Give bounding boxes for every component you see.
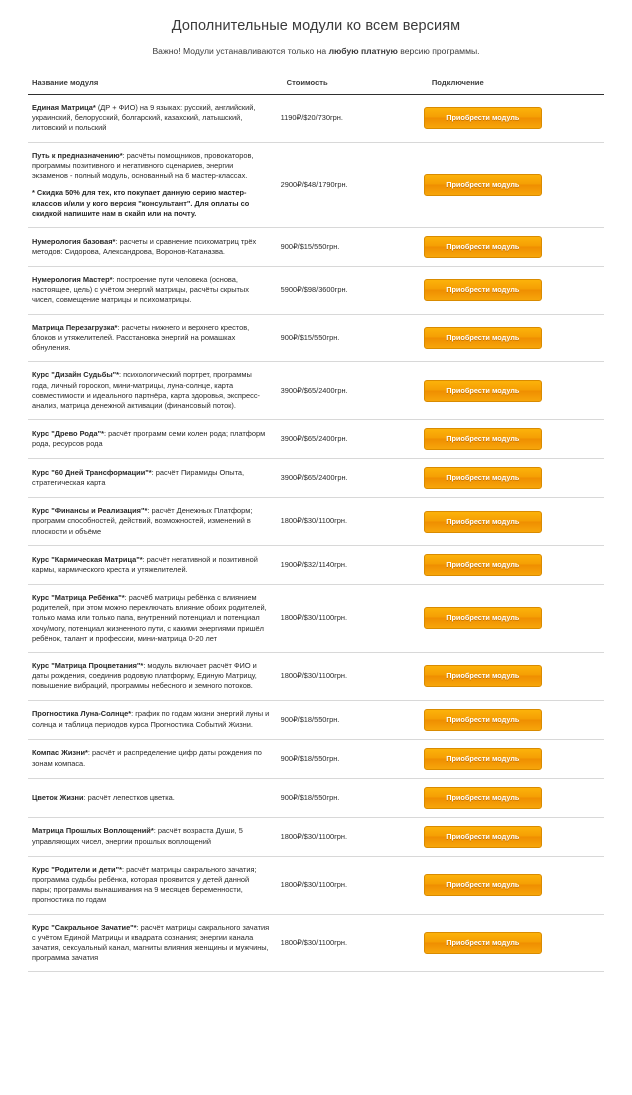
module-buy-cell bbox=[420, 739, 604, 778]
buy-module-button[interactable]: Приобрести модуль bbox=[424, 874, 542, 896]
column-header-name: Название модуля bbox=[28, 72, 277, 95]
column-header-price: Стоимость bbox=[277, 72, 420, 95]
module-description-cell bbox=[28, 584, 277, 652]
modules-table bbox=[28, 72, 604, 972]
module-description: : построение пути человека (основа, настоящее, цель) с учётом энергий матрицы, расчёты скрытых чисел, совмещение матрицы и психоматрицы. bbox=[32, 274, 249, 305]
module-discount-note: * Скидка 50% для тех, кто покупает данную серию мастер-классов и/или у кого версия "консультант". Для оплаты со скидкой напишите нам в скайп или на почту. bbox=[32, 188, 250, 218]
module-description: : психологический портрет, программы года, личный гороскоп, мини-матрицы, луна-солнце, карта совместимости и идеального партнёра, карта здоровья, экспресс-анализ, матрица денежной активации (финансовый поток). bbox=[32, 370, 260, 410]
table-row bbox=[28, 584, 604, 652]
module-description-cell bbox=[28, 498, 277, 546]
module-description-cell bbox=[28, 652, 277, 700]
module-description-cell bbox=[28, 142, 277, 227]
module-buy-cell bbox=[420, 778, 604, 817]
module-buy-cell bbox=[420, 545, 604, 584]
module-description: : расчёт негативной и позитивной кармы, кармического креста и утяжелителей. bbox=[32, 554, 258, 574]
module-name: Путь к предназначению* bbox=[32, 150, 123, 160]
module-description: : расчеты и сравнение психоматриц трёх методов: Сидорова, Александрова, Воронов-Катаназва. bbox=[32, 236, 257, 256]
module-buy-cell bbox=[420, 142, 604, 227]
module-price: 2900₽/$48/1790грн. bbox=[277, 142, 420, 227]
module-description: : расчёт лепестков цветка. bbox=[83, 792, 175, 802]
module-price: 900₽/$18/550грн. bbox=[277, 739, 420, 778]
table-row bbox=[28, 266, 604, 314]
table-row bbox=[28, 420, 604, 459]
buy-module-button[interactable]: Приобрести модуль bbox=[424, 428, 542, 450]
module-buy-cell bbox=[420, 266, 604, 314]
module-name: Курс "60 Дней Трансформации"* bbox=[32, 467, 152, 477]
module-description-cell bbox=[28, 95, 277, 143]
module-price: 3900₽/$65/2400грн. bbox=[277, 362, 420, 420]
module-name: Компас Жизни* bbox=[32, 748, 88, 758]
module-buy-cell bbox=[420, 652, 604, 700]
table-row bbox=[28, 545, 604, 584]
module-description-cell bbox=[28, 545, 277, 584]
module-buy-cell bbox=[420, 420, 604, 459]
module-name: Курс "Сакральное Зачатие"* bbox=[32, 922, 137, 932]
module-description-cell bbox=[28, 739, 277, 778]
module-buy-cell bbox=[420, 314, 604, 362]
module-description: : расчёт возраста Души, 5 управляющих чисел, энергии прошлых воплощений bbox=[32, 826, 243, 846]
module-buy-cell bbox=[420, 700, 604, 739]
module-price: 900₽/$18/550грн. bbox=[277, 778, 420, 817]
subtitle-text-bold: любую платную bbox=[328, 46, 398, 56]
module-name: Курс "Кармическая Матрица"* bbox=[32, 554, 143, 564]
table-row bbox=[28, 739, 604, 778]
table-row bbox=[28, 778, 604, 817]
module-buy-cell bbox=[420, 498, 604, 546]
module-description: : расчёт программ семи колен рода; платформ рода, ресурсов рода bbox=[32, 428, 266, 449]
module-description-cell bbox=[28, 914, 277, 972]
table-row bbox=[28, 227, 604, 266]
module-price: 3900₽/$65/2400грн. bbox=[277, 420, 420, 459]
module-description: : расчёт Пирамиды Опыта, стратегическая карта bbox=[32, 467, 245, 488]
module-description-cell bbox=[28, 817, 277, 856]
module-name: Курс "Дизайн Судьбы"* bbox=[32, 370, 120, 380]
buy-module-button[interactable]: Приобрести модуль bbox=[424, 236, 542, 258]
module-description: (ДР + ФИО) на 9 языках: русский, английский, украинский, белорусский, болгарский, казахский, латышский, литовский и польский bbox=[32, 103, 256, 133]
buy-module-button[interactable]: Приобрести модуль bbox=[424, 279, 542, 301]
module-name: Матрица Перезагрузка* bbox=[32, 322, 118, 332]
module-name: Курс "Финансы и Реализация"* bbox=[32, 506, 148, 516]
buy-module-button[interactable]: Приобрести модуль bbox=[424, 107, 542, 129]
module-price: 1800₽/$30/1100грн. bbox=[277, 914, 420, 972]
module-description: : график по годам жизни энергий луны и солнца и таблица периодов курса Прогностика Событий Жизни. bbox=[32, 709, 270, 729]
module-description-cell bbox=[28, 700, 277, 739]
module-description-cell bbox=[28, 227, 277, 266]
module-description-cell bbox=[28, 266, 277, 314]
module-price: 1800₽/$30/1100грн. bbox=[277, 652, 420, 700]
module-name: Единая Матрица* bbox=[32, 103, 96, 112]
module-description: : расчёт матрицы сакрального зачатия с учётом Единой Матрицы и квадрата сознания; энергии канала зачатия, сексуальный канал, магниты влияния женщины и мужчины, программа зачатия bbox=[32, 922, 270, 963]
page-subtitle bbox=[28, 46, 604, 56]
table-row bbox=[28, 914, 604, 972]
table-body bbox=[28, 95, 604, 972]
module-name: Курс "Родители и дети"* bbox=[32, 864, 122, 874]
table-row bbox=[28, 459, 604, 498]
buy-module-button[interactable]: Приобрести модуль bbox=[424, 554, 542, 576]
module-price: 1800₽/$30/1100грн. bbox=[277, 817, 420, 856]
module-price: 900₽/$18/550грн. bbox=[277, 700, 420, 739]
module-description: : расчёт и распределение цифр даты рождения по зонам компаса. bbox=[32, 748, 262, 768]
module-description: : расчёб матрицы ребёнка с влиянием родителей, при этом можно переключать влияние обоих родителей, только мама или только папа, внутренний потенциал и потенциал хочу/могу, потенциал жизненного пути, с какими энергиями пришёл ребёнок, талант и профессии, мини-матрица 0-20 лет bbox=[32, 592, 267, 643]
buy-module-button[interactable]: Приобрести модуль bbox=[424, 787, 542, 809]
module-description: : расчеты нижнего и верхнего крестов, блоков и утяжелителей. Расстановка энергий на ромашках обнуления. bbox=[32, 322, 250, 353]
module-buy-cell bbox=[420, 584, 604, 652]
table-row bbox=[28, 314, 604, 362]
module-name: Курс "Матрица Процветания"* bbox=[32, 660, 144, 670]
buy-module-button[interactable]: Приобрести модуль bbox=[424, 327, 542, 349]
module-description-cell bbox=[28, 856, 277, 914]
table-row bbox=[28, 817, 604, 856]
module-description: : расчёты помощников, провокаторов, программы позитивного и негативного сценариев, энергии экзаменов - полный модуль, основанный на 6 мастер-классах. bbox=[32, 150, 254, 181]
module-price: 1900₽/$32/1140грн. bbox=[277, 545, 420, 584]
module-description-cell bbox=[28, 459, 277, 498]
module-buy-cell bbox=[420, 914, 604, 972]
buy-module-button[interactable]: Приобрести модуль bbox=[424, 174, 542, 196]
table-row bbox=[28, 95, 604, 143]
module-name: Матрица Прошлых Воплощений* bbox=[32, 826, 154, 836]
page-title: Дополнительные модули ко всем версиям bbox=[171, 18, 461, 34]
table-header-row bbox=[28, 72, 604, 95]
module-buy-cell bbox=[420, 95, 604, 143]
column-header-connect: Подключение bbox=[420, 72, 604, 95]
module-name: Нумерология базовая* bbox=[32, 236, 116, 246]
buy-module-button[interactable]: Приобрести модуль bbox=[424, 826, 542, 848]
table-row bbox=[28, 856, 604, 914]
table-row bbox=[28, 652, 604, 700]
module-price: 1800₽/$30/1100грн. bbox=[277, 856, 420, 914]
module-price: 900₽/$15/550грн. bbox=[277, 314, 420, 362]
module-description-cell bbox=[28, 314, 277, 362]
module-buy-cell bbox=[420, 856, 604, 914]
module-buy-cell bbox=[420, 362, 604, 420]
subtitle-text-after: версию программы. bbox=[397, 46, 480, 56]
module-description: : расчёт матрицы сакрального зачатия; программа судьбы ребёнка, которая проявится у детей данной пары; программы вынашивания на 9 месяцев беременности, прогностика по годам bbox=[32, 864, 257, 905]
table-row bbox=[28, 142, 604, 227]
module-name: Курс "Древо Рода"* bbox=[32, 428, 104, 438]
buy-module-button[interactable]: Приобрести модуль bbox=[424, 709, 542, 731]
module-price: 1190₽/$20/730грн. bbox=[277, 95, 420, 143]
module-buy-cell bbox=[420, 817, 604, 856]
module-description-cell bbox=[28, 420, 277, 459]
module-description-cell bbox=[28, 778, 277, 817]
module-price: 3900₽/$65/2400грн. bbox=[277, 459, 420, 498]
table-row bbox=[28, 498, 604, 546]
module-description-cell bbox=[28, 362, 277, 420]
module-price: 1800₽/$30/1100грн. bbox=[277, 584, 420, 652]
buy-module-button[interactable]: Приобрести модуль bbox=[424, 467, 542, 489]
module-buy-cell bbox=[420, 227, 604, 266]
buy-module-button[interactable]: Приобрести модуль bbox=[424, 511, 542, 533]
module-name: Курс "Матрица Ребёнка"* bbox=[32, 592, 125, 602]
module-name: Нумерология Мастер* bbox=[32, 274, 113, 284]
subtitle-text-before: Важно! Модули устанавливаются только на bbox=[152, 46, 329, 56]
table-header bbox=[28, 72, 604, 95]
buy-module-button[interactable]: Приобрести модуль bbox=[424, 665, 542, 687]
buy-module-button[interactable]: Приобрести модуль bbox=[424, 932, 542, 954]
module-price: 1800₽/$30/1100грн. bbox=[277, 498, 420, 546]
module-description: : модуль включает расчёт ФИО и даты рождения, соединив родовую платформу, Единую Матрицу, повышение вибраций, программы небесного и земного потоков. bbox=[32, 660, 257, 691]
table-row bbox=[28, 362, 604, 420]
module-buy-cell bbox=[420, 459, 604, 498]
module-name: Прогностика Луна-Солнце* bbox=[32, 709, 132, 719]
module-price: 900₽/$15/550грн. bbox=[277, 227, 420, 266]
buy-module-button[interactable]: Приобрести модуль bbox=[424, 748, 542, 770]
buy-module-button[interactable]: Приобрести модуль bbox=[424, 607, 542, 629]
table-row bbox=[28, 700, 604, 739]
module-price: 5900₽/$98/3600грн. bbox=[277, 266, 420, 314]
buy-module-button[interactable]: Приобрести модуль bbox=[424, 380, 542, 402]
module-name: Цветок Жизни bbox=[32, 792, 84, 802]
module-description: : расчёт Денежных Платформ; программ способностей, действий, возможностей, изменений в плоскости и объёме bbox=[32, 506, 253, 536]
